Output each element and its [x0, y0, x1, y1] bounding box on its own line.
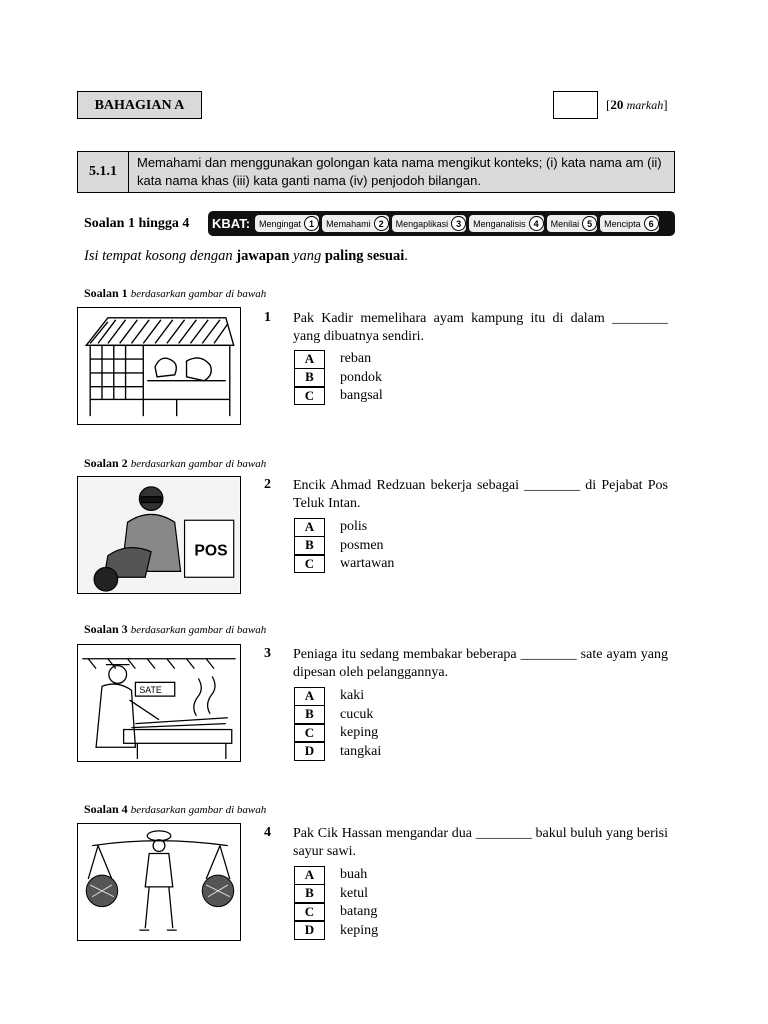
option-d[interactable]: D keping [294, 922, 378, 941]
kbat-level: Memahami 2 [322, 215, 389, 232]
question-4-text: Pak Cik Hassan mengandar dua ________ bakul buluh yang berisi sayur sawi. [293, 826, 668, 859]
svg-text:POS: POS [194, 542, 228, 560]
kbat-level-number: 5 [582, 216, 597, 231]
standard-code: 5.1.1 [78, 152, 129, 192]
question-range-label: Soalan 1 hingga 4 [84, 216, 190, 231]
option-c[interactable]: C wartawan [294, 555, 394, 574]
svg-text:SATE: SATE [139, 685, 162, 696]
marks-label: [20 markah] [606, 97, 668, 112]
marks-unit: markah [626, 98, 664, 112]
man-with-baskets-icon [77, 823, 241, 941]
question-3-label: Soalan 3 berdasarkan gambar di bawah [84, 622, 267, 636]
option-a[interactable]: A reban [294, 350, 383, 369]
question-2-label: Soalan 2 berdasarkan gambar di bawah [84, 456, 267, 470]
instruction: Isi tempat kosong dengan jawapan yang paling sesuai. [84, 248, 408, 264]
question-4-number: 4 [264, 825, 271, 840]
kbat-level-number: 4 [529, 216, 544, 231]
chicken-coop-icon [77, 307, 241, 425]
standard-text: Memahami dan menggunakan golongan kata nama mengikut konteks; (i) kata nama am (ii) kata nama khas (iii) kata ganti nama (iv) penjodoh bilangan. [137, 155, 662, 188]
question-3-text: Peniaga itu sedang membakar beberapa ________ sate ayam yang dipesan oleh pelanggannya. [293, 647, 668, 680]
question-4-label: Soalan 4 berdasarkan gambar di bawah [84, 802, 267, 816]
option-a[interactable]: A kaki [294, 687, 381, 706]
question-4-options [294, 866, 378, 940]
kbat-level-number: 3 [451, 216, 466, 231]
question-1-label: Soalan 1 berdasarkan gambar di bawah [84, 286, 267, 300]
option-b[interactable]: B cucuk [294, 706, 381, 725]
option-a[interactable]: A buah [294, 866, 378, 885]
question-1-number: 1 [264, 310, 271, 325]
kbat-level: Mengingat 1 [255, 215, 319, 232]
postman-photo-icon [77, 476, 241, 594]
option-d[interactable]: D tangkai [294, 743, 381, 762]
option-b[interactable]: B posmen [294, 537, 394, 556]
satay-seller-icon [77, 644, 241, 762]
kbat-bar [208, 211, 675, 236]
section-title: BAHAGIAN A [77, 91, 202, 119]
kbat-level: Menganalisis 4 [469, 215, 544, 232]
question-3-options [294, 687, 381, 761]
kbat-level: Mengaplikasi 3 [392, 215, 467, 232]
question-2-text: Encik Ahmad Redzuan bekerja sebagai ________ di Pejabat Pos Teluk Intan. [293, 478, 668, 511]
kbat-title: KBAT: [212, 216, 251, 231]
option-c[interactable]: C keping [294, 724, 381, 743]
option-c[interactable]: C bangsal [294, 387, 383, 406]
option-b[interactable]: B pondok [294, 369, 383, 388]
kbat-level-number: 1 [304, 216, 319, 231]
option-b[interactable]: B ketul [294, 885, 378, 904]
learning-standard [77, 151, 675, 193]
question-3-number: 3 [264, 646, 271, 661]
question-1-text: Pak Kadir memelihara ayam kampung itu di dalam ________ yang dibuatnya sendiri. [293, 311, 668, 344]
option-a[interactable]: A polis [294, 518, 394, 537]
kbat-level-number: 6 [644, 216, 659, 231]
question-2-options [294, 518, 394, 574]
kbat-level: Mencipta 6 [600, 215, 659, 232]
question-2-number: 2 [264, 477, 271, 492]
option-c[interactable]: C batang [294, 903, 378, 922]
kbat-level-number: 2 [374, 216, 389, 231]
question-1-options [294, 350, 383, 406]
marks-value: 20 [610, 97, 624, 112]
score-entry-box[interactable] [553, 91, 598, 119]
kbat-level: Menilai 5 [547, 215, 598, 232]
